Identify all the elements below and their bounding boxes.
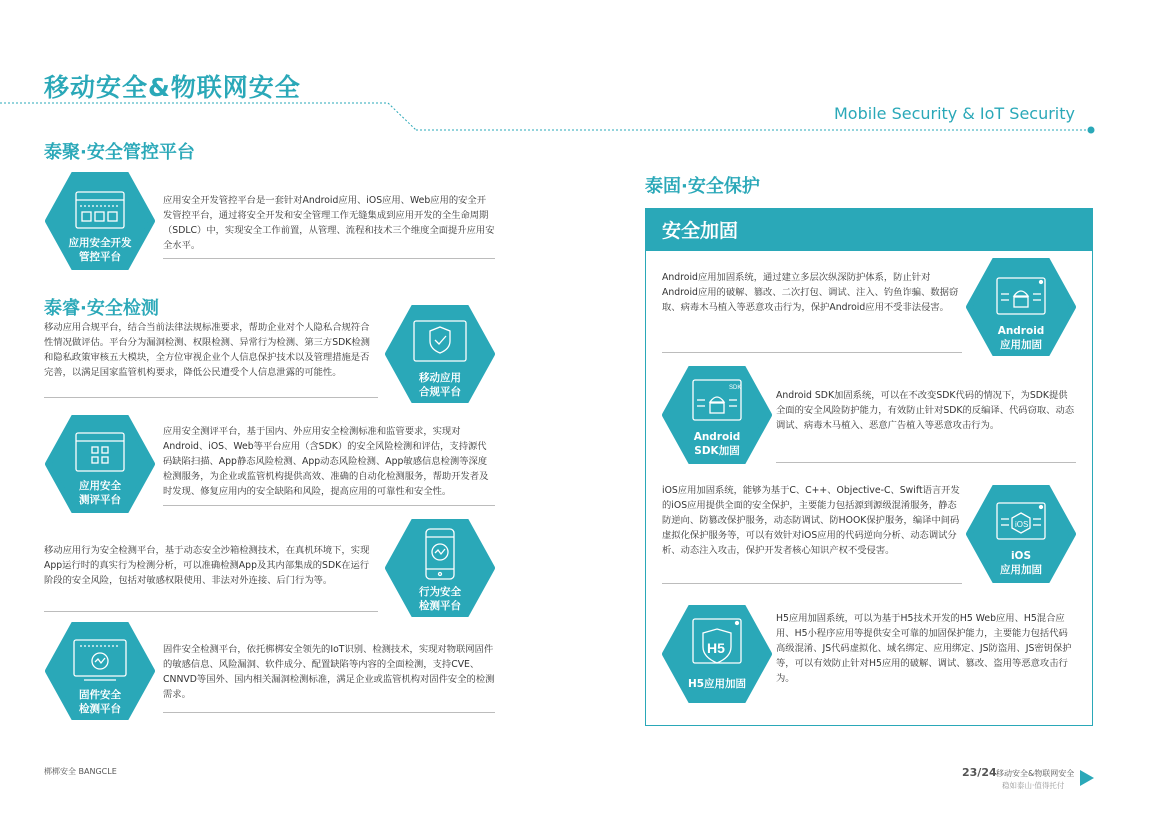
- footer-section: 移动安全&物联网安全: [996, 769, 1075, 778]
- footer-brand: 梆梆安全 BANGCLE: [44, 767, 117, 776]
- divider: [662, 352, 962, 353]
- ios-text: iOS应用加固系统，能够为基于C、C++、Objective-C、Swift语言开发的iOS应用提供全面的安全保护，主要能力包括源到源级混淆服务，静态防逆向、防篡改保护服务，动态防调试、防HOOK保护服务，编译中间码虚拟化保护服务等，可以有效针对iOS应用的代码逆向分析、动态调试分析、动态注入攻击，保护开发者核心知识产权不受侵害。: [662, 485, 960, 556]
- hex-label-line2: 检测平台: [419, 600, 461, 612]
- dev-control-hex: [44, 172, 156, 270]
- dev-control-text: 应用安全开发管控平台是一套针对Android应用、iOS应用、Web应用的安全开发管控平台，通过将安全开发和安全管理工作无缝集成到应用开发的全生命周期（SDLC）中，实现安全工作前置，从管理、流程和技术三个维度全面提升应用安全水平。: [163, 195, 495, 251]
- hex-label-line1: Android: [997, 325, 1045, 337]
- evaluation-text: 应用安全测评平台，基于国内、外应用安全检测标准和监管要求，实现对Android、iOS、Web等平台应用（含SDK）的安全风险检测和评估，支持源代码缺陷扫描、App静态风险检测、App动态风险检测、App敏感信息检测等深度检测服务，为企业或监管机构提供高效、准确的自动化检测服务，帮助开发者及时发现、修复应用内的安全缺陷和风险，提高应用的可靠性和安全性。: [163, 426, 489, 497]
- hex-label-line1: 固件安全: [79, 689, 121, 701]
- hex-label-line1: iOS: [1010, 550, 1032, 562]
- next-page-arrow-icon[interactable]: [1078, 768, 1098, 788]
- divider: [163, 505, 495, 506]
- compliance-text: 移动应用合规平台，结合当前法律法规标准要求，帮助企业对个人隐私合规符合性情况做评估。平台分为漏洞检测、权限检测、异常行为检测、第三方SDK检测和隐私政策审核五大模块，全方位审视企业个人信息保护技术以及管理措施是否完善，以满足国家监管机构要求，降低公民遭受个人信息泄露的可能性。: [44, 322, 370, 378]
- svg-text:iOS: iOS: [1015, 520, 1029, 529]
- hex-label-line2: 合规平台: [419, 386, 461, 398]
- android-sdk-hex: [661, 366, 773, 464]
- h5-text: H5应用加固系统，可以为基于H5技术开发的H5 Web应用、H5混合应用、H5小程序应用等提供安全可靠的加固保护能力，主要能力包括代码高级混淆、JS代码虚拟化、域名绑定、应用绑定、JS防盗用、JS密钥保护等，可以有效防止针对H5应用的破解、调试、篡改、盗用等恶意攻击行为。: [776, 613, 1072, 684]
- divider: [44, 611, 378, 612]
- hex-label-line2: 管控平台: [79, 251, 121, 263]
- hex-label-line1: 应用安全开发: [68, 237, 132, 249]
- compliance-hex: [384, 305, 496, 403]
- hex-label-line1: 行为安全: [419, 586, 461, 598]
- hex-label-line2: 测评平台: [79, 494, 121, 506]
- divider: [163, 712, 495, 713]
- android-sdk-text: Android SDK加固系统，可以在不改变SDK代码的情况下，为SDK提供全面的安全风险防护能力，有效防止针对SDK的反编译、代码窃取、动态调试、病毒木马植入、恶意广告植入等恶意攻击行为。: [776, 390, 1075, 431]
- hex-label-line2: 应用加固: [1000, 339, 1042, 351]
- divider: [662, 583, 962, 584]
- page-subtitle-en: Mobile Security & IoT Security: [834, 104, 1075, 123]
- firmware-hex: [44, 622, 156, 720]
- android-text: Android应用加固系统，通过建立多层次纵深防护体系，防止针对Android应用的破解、篡改、二次打包、调试、注入、钓鱼诈骗、数据窃取、病毒木马植入等恶意攻击行为，保护Android应用不受非法侵害。: [662, 272, 959, 313]
- page-title: 移动安全&物联网安全: [44, 73, 301, 102]
- divider: [44, 397, 378, 398]
- hex-label-line1: Android: [693, 431, 741, 443]
- hex-label-line2: 检测平台: [79, 703, 121, 715]
- hex-label-line1: 移动应用: [419, 372, 461, 384]
- page-number: 23/24: [962, 766, 997, 779]
- android-hex: [965, 258, 1077, 356]
- hex-label-line2: SDK加固: [694, 445, 740, 457]
- hex-label-line1: H5应用加固: [687, 678, 747, 690]
- hex-label-line2: 应用加固: [1000, 564, 1042, 576]
- divider: [776, 462, 1076, 463]
- firmware-text: 固件安全检测平台，依托梆梆安全领先的IoT识别、检测技术，实现对物联网固件的敏感信息、风险漏洞、软件成分、配置缺陷等内容的全面检测，支持CVE、CNNVD等国外、国内相关漏洞检测标准，满足企业或监管机构对固件安全的检测需求。: [163, 644, 495, 700]
- ios-hex: [965, 485, 1077, 583]
- sdk-badge: SDK: [729, 385, 742, 391]
- behavior-text: 移动应用行为安全检测平台，基于动态安全沙箱检测技术，在真机环境下，实现App运行时的真实行为检测分析，可以准确检测App及其内部集成的SDK在运行阶段的安全风险，包括对敏感权限使用、非法对外连接、后门行为等。: [44, 545, 370, 586]
- svg-text:H5: H5: [707, 640, 725, 656]
- evaluation-hex: [44, 415, 156, 513]
- section-title-tairui: 泰睿·安全检测: [44, 298, 159, 319]
- section-title-taiju: 泰聚·安全管控平台: [44, 142, 195, 163]
- divider: [163, 258, 495, 259]
- h5-hex: [661, 605, 773, 703]
- section-title-taigu: 泰固·安全保护: [645, 176, 760, 197]
- footer-slogan: 稳如泰山·值得托付: [1002, 781, 1065, 790]
- hardening-panel-title: 安全加固: [662, 220, 739, 242]
- behavior-hex: [384, 519, 496, 617]
- hex-label-line1: 应用安全: [79, 480, 121, 492]
